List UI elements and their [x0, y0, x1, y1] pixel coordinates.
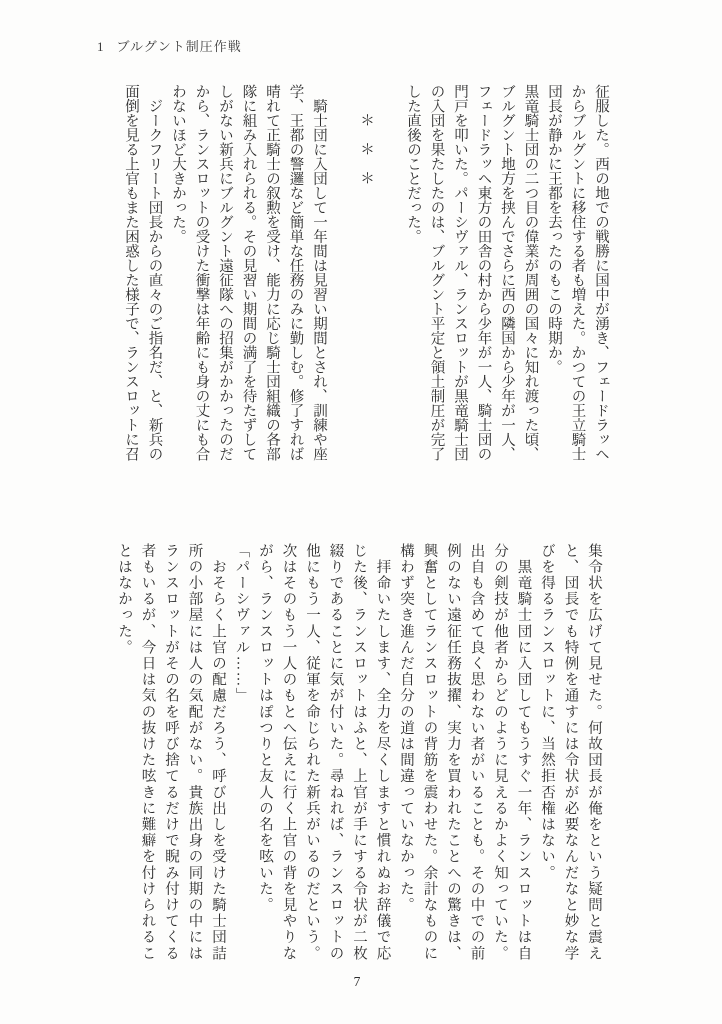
text-line: 例のない遠征任務抜擢、実力を買われたことへの驚きは、 — [445, 543, 461, 962]
text-line: しがない新兵にブルグント遠征隊への招集がかかったのだ — [217, 84, 233, 461]
text-line: 者もいるが、今日は気の抜けた呟きに難癖を付けられるこ — [139, 543, 156, 962]
chapter-number: 1 — [97, 39, 105, 54]
text-line: おそらく上官の配慮だろう、呼び出しを受けた騎士団詰 — [210, 543, 226, 962]
text-line: からブルグントに移住する者も増えた。かつての王立騎士 — [569, 84, 586, 461]
lower-text-block — [112, 543, 606, 967]
text-line — [377, 84, 401, 466]
text-line: 面倒を見る上官もまた困惑した様子で、ランスロットに召 — [123, 84, 139, 461]
text-line: 「パーシヴァル……」 — [233, 543, 250, 704]
text-line: 次はそのもう一人のもとへ伝えに行く上官の背を見やりな — [280, 543, 297, 962]
text-line: じた後、ランスロットはふと、上官が手にする令状が二枚 — [351, 543, 367, 962]
chapter-title: ブルグント制圧作戦 — [116, 39, 242, 54]
text-line: 団長が静かに王都を去ったのもこの時期か。 — [546, 84, 562, 374]
text-line: ジークフリート団長からの直々のご指名だ、と、新兵の — [146, 84, 163, 461]
text-line: ＊ ＊ ＊ — [358, 84, 374, 186]
upper-text-block — [119, 84, 613, 466]
text-line: から、ランスロットの受けた衝撃は年齢にも身の丈にも合 — [193, 84, 210, 461]
text-line: 晴れて正騎士の叙勲を受け、能力に応じ騎士団組織の各部 — [264, 84, 280, 461]
page-number: 7 — [353, 974, 361, 989]
text-line: 騎士団に入団して一年間は見習い期間とされ、訓練や座 — [311, 84, 327, 461]
text-line: とはなかった。 — [116, 543, 132, 656]
text-line: 学、王都の警邏など簡単な任務のみに勤しむ。修了すれば — [287, 84, 304, 461]
text-line: がら、ランスロットはぽつりと友人の名を呟いた。 — [257, 543, 273, 914]
text-line: した直後のことだった。 — [405, 84, 421, 244]
text-line: 拝命いたします、全力を尽くしますと慣れぬお辞儀で応 — [374, 543, 391, 962]
text-line: 征服した。西の地での戦勝に国中が湧き、フェードラッヘ — [593, 84, 609, 461]
text-line: 分の剣技が他者からどのように見えるかよく知っていた。 — [492, 543, 508, 962]
text-line: 他にもう一人、従軍を命じられた新兵がいるのだという。 — [304, 543, 320, 962]
text-line: びを得るランスロットに、当然拒否権はない。 — [539, 543, 555, 882]
text-line: の入団を果たしたのは、ブルグント平定と領土制圧が完了 — [428, 84, 445, 461]
text-line: 隊に組み入れられる。その見習い期間の満了を待たずして — [240, 84, 257, 461]
text-line — [330, 84, 354, 466]
text-line: ランスロットがその名を呼び捨てるだけで睨み付けてくる — [163, 543, 179, 962]
text-line: 門戸を叩いた。パーシヴァル、ランスロットが黒竜騎士団 — [452, 84, 468, 461]
text-line: と、団長でも特例を通すには令状が必要なんだなと妙な学 — [562, 543, 579, 962]
text-line: フェードラッヘ東方の田舎の村から少年が一人、騎士団の — [475, 84, 492, 461]
text-line: 興奮としてランスロットの背筋を震わせた。余計なものに — [421, 543, 438, 962]
text-line: 集令状を広げて見せた。何故団長が俺をという疑問と震え — [586, 543, 602, 962]
text-line: 構わず突き進んだ自分の道は間違っていなかった。 — [398, 543, 414, 914]
text-line: 黒竜騎士団の二つ目の偉業が周囲の国々に知れ渡った頃、 — [522, 84, 539, 461]
text-line: 出自も含めて良く思わない者がいることも。その中での前 — [468, 543, 485, 962]
text-line: 綴りであることに気が付いた。尋ねれば、ランスロットの — [327, 543, 344, 962]
text-line: 所の小部屋には人の気配がない。貴族出身の同期の中には — [186, 543, 203, 962]
text-line: 黒竜騎士団に入団してもうすぐ一年、ランスロットは自 — [515, 543, 532, 962]
running-header — [97, 36, 242, 55]
text-line: わないほど大きかった。 — [170, 84, 186, 244]
text-line: ブルグント地方を挟んでさらに西の隣国から少年が一人、 — [499, 84, 515, 461]
